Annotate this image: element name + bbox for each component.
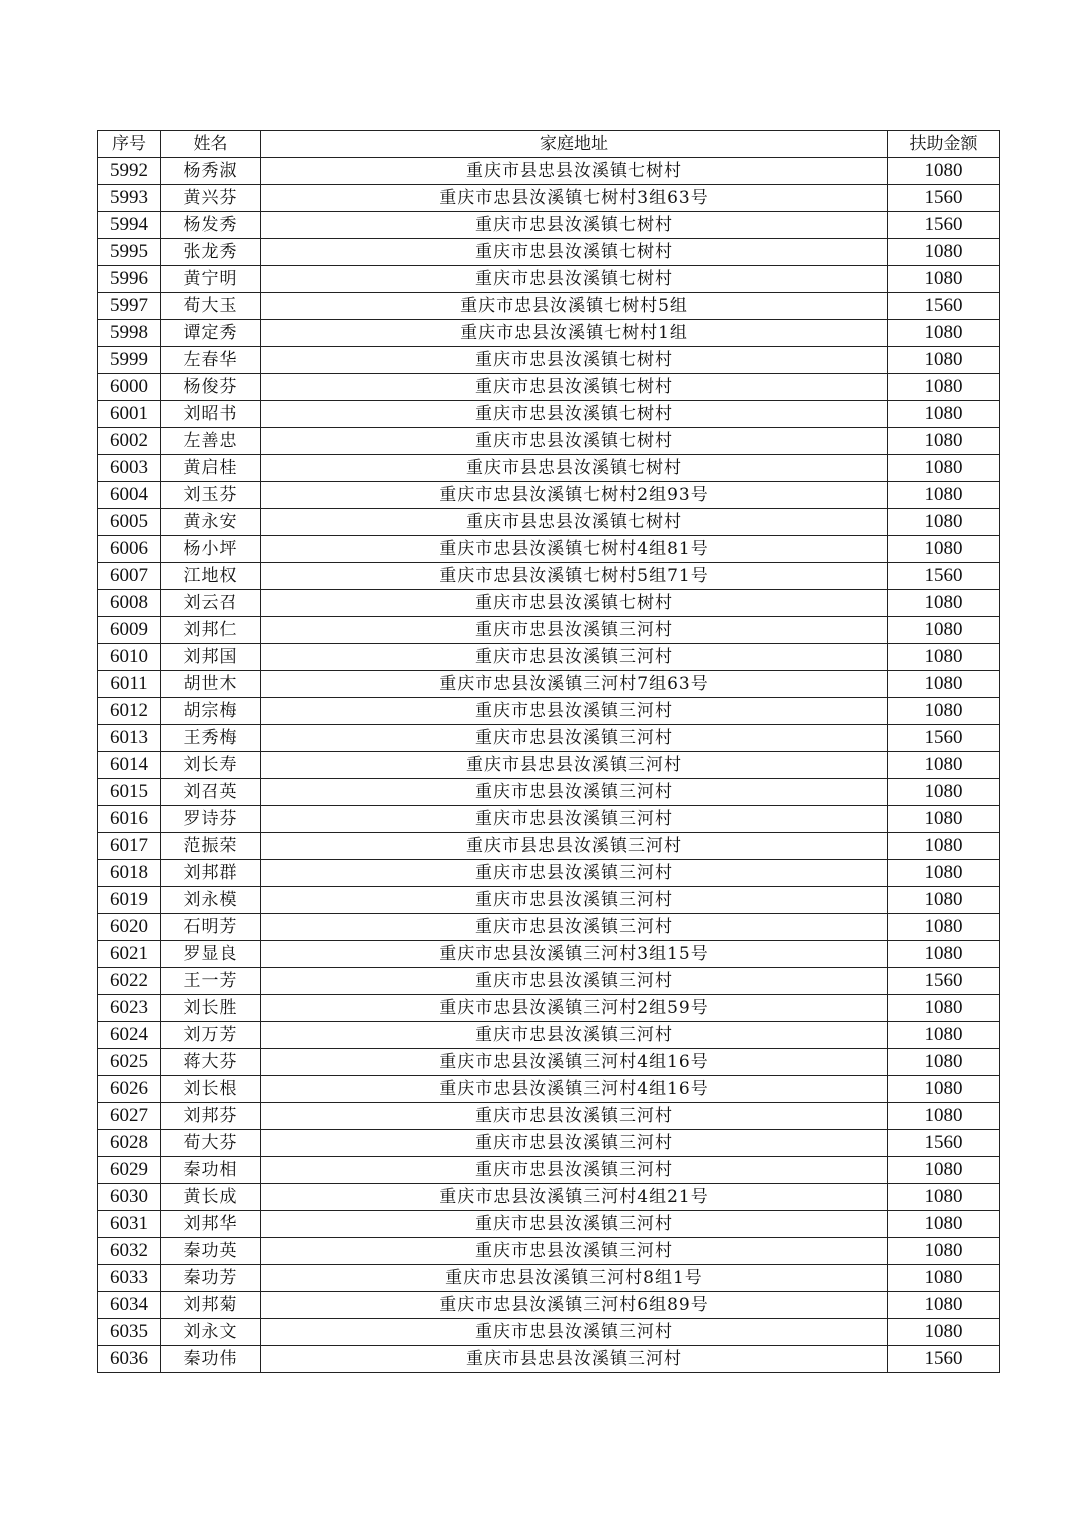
cell-home-address: 重庆市忠县汝溪镇三河村7组63号 (261, 671, 888, 698)
cell-subsidy-amount: 1080 (888, 1319, 1000, 1346)
cell-home-address: 重庆市忠县汝溪镇七树村 (261, 212, 888, 239)
cell-subsidy-amount: 1080 (888, 833, 1000, 860)
cell-name: 刘邦菊 (161, 1292, 261, 1319)
table-row (98, 1184, 1000, 1211)
cell-name: 左春华 (161, 347, 261, 374)
table-row (98, 1130, 1000, 1157)
table-row (98, 563, 1000, 590)
cell-serial-number: 5995 (98, 239, 161, 266)
table-row (98, 1211, 1000, 1238)
table-row (98, 482, 1000, 509)
cell-subsidy-amount: 1080 (888, 266, 1000, 293)
cell-name: 秦功相 (161, 1157, 261, 1184)
cell-serial-number: 5992 (98, 158, 161, 185)
table-row (98, 1292, 1000, 1319)
table-row (98, 1103, 1000, 1130)
cell-subsidy-amount: 1560 (888, 563, 1000, 590)
cell-serial-number: 6015 (98, 779, 161, 806)
cell-serial-number: 6023 (98, 995, 161, 1022)
header-subsidy-amount: 扶助金额 (888, 131, 1000, 158)
table-row (98, 1049, 1000, 1076)
cell-serial-number: 5999 (98, 347, 161, 374)
table-row (98, 212, 1000, 239)
cell-subsidy-amount: 1080 (888, 617, 1000, 644)
cell-subsidy-amount: 1080 (888, 401, 1000, 428)
cell-home-address: 重庆市忠县汝溪镇三河村 (261, 806, 888, 833)
cell-serial-number: 6005 (98, 509, 161, 536)
cell-subsidy-amount: 1080 (888, 1184, 1000, 1211)
cell-name: 范振荣 (161, 833, 261, 860)
table-row (98, 1238, 1000, 1265)
cell-name: 秦功芳 (161, 1265, 261, 1292)
cell-serial-number: 5993 (98, 185, 161, 212)
table-row (98, 1157, 1000, 1184)
cell-home-address: 重庆市忠县汝溪镇三河村 (261, 698, 888, 725)
cell-name: 刘永文 (161, 1319, 261, 1346)
cell-subsidy-amount: 1080 (888, 1076, 1000, 1103)
table-row (98, 266, 1000, 293)
cell-home-address: 重庆市忠县汝溪镇三河村2组59号 (261, 995, 888, 1022)
cell-name: 刘邦仁 (161, 617, 261, 644)
cell-home-address: 重庆市忠县汝溪镇三河村 (261, 1238, 888, 1265)
cell-serial-number: 6025 (98, 1049, 161, 1076)
cell-subsidy-amount: 1560 (888, 725, 1000, 752)
cell-subsidy-amount: 1560 (888, 968, 1000, 995)
cell-subsidy-amount: 1080 (888, 779, 1000, 806)
cell-subsidy-amount: 1080 (888, 482, 1000, 509)
cell-home-address: 重庆市忠县汝溪镇三河村4组16号 (261, 1076, 888, 1103)
table-body (98, 158, 1000, 1373)
cell-subsidy-amount: 1560 (888, 212, 1000, 239)
cell-home-address: 重庆市忠县汝溪镇三河村8组1号 (261, 1265, 888, 1292)
cell-serial-number: 5994 (98, 212, 161, 239)
cell-name: 蒋大芬 (161, 1049, 261, 1076)
cell-serial-number: 6027 (98, 1103, 161, 1130)
cell-subsidy-amount: 1080 (888, 887, 1000, 914)
cell-subsidy-amount: 1080 (888, 347, 1000, 374)
cell-home-address: 重庆市县忠县汝溪镇三河村 (261, 1346, 888, 1373)
cell-name: 张龙秀 (161, 239, 261, 266)
cell-name: 刘召英 (161, 779, 261, 806)
cell-serial-number: 6011 (98, 671, 161, 698)
cell-subsidy-amount: 1080 (888, 671, 1000, 698)
cell-home-address: 重庆市忠县汝溪镇七树村5组 (261, 293, 888, 320)
cell-serial-number: 6007 (98, 563, 161, 590)
cell-home-address: 重庆市县忠县汝溪镇三河村 (261, 833, 888, 860)
cell-serial-number: 5996 (98, 266, 161, 293)
cell-subsidy-amount: 1080 (888, 941, 1000, 968)
cell-home-address: 重庆市忠县汝溪镇三河村6组89号 (261, 1292, 888, 1319)
cell-serial-number: 6014 (98, 752, 161, 779)
cell-name: 刘永模 (161, 887, 261, 914)
cell-name: 黄长成 (161, 1184, 261, 1211)
cell-subsidy-amount: 1080 (888, 995, 1000, 1022)
cell-name: 黄启桂 (161, 455, 261, 482)
cell-subsidy-amount: 1080 (888, 455, 1000, 482)
cell-name: 刘玉芬 (161, 482, 261, 509)
cell-home-address: 重庆市忠县汝溪镇三河村4组16号 (261, 1049, 888, 1076)
cell-name: 刘长根 (161, 1076, 261, 1103)
table-row (98, 806, 1000, 833)
cell-name: 杨发秀 (161, 212, 261, 239)
cell-subsidy-amount: 1080 (888, 1103, 1000, 1130)
table-row (98, 239, 1000, 266)
table-row (98, 698, 1000, 725)
table-row (98, 860, 1000, 887)
cell-serial-number: 6003 (98, 455, 161, 482)
cell-name: 刘邦国 (161, 644, 261, 671)
table-row (98, 536, 1000, 563)
cell-name: 刘邦华 (161, 1211, 261, 1238)
cell-name: 刘云召 (161, 590, 261, 617)
cell-home-address: 重庆市忠县汝溪镇三河村 (261, 1211, 888, 1238)
cell-home-address: 重庆市忠县汝溪镇三河村 (261, 725, 888, 752)
cell-name: 杨小坪 (161, 536, 261, 563)
cell-subsidy-amount: 1080 (888, 1022, 1000, 1049)
table-row (98, 617, 1000, 644)
cell-subsidy-amount: 1560 (888, 185, 1000, 212)
table-row (98, 374, 1000, 401)
cell-name: 左善忠 (161, 428, 261, 455)
header-row (98, 131, 1000, 158)
cell-subsidy-amount: 1080 (888, 644, 1000, 671)
cell-serial-number: 6028 (98, 1130, 161, 1157)
table-row (98, 1319, 1000, 1346)
cell-subsidy-amount: 1080 (888, 1211, 1000, 1238)
cell-name: 江地权 (161, 563, 261, 590)
cell-name: 胡世木 (161, 671, 261, 698)
cell-home-address: 重庆市忠县汝溪镇七树村 (261, 347, 888, 374)
cell-home-address: 重庆市忠县汝溪镇三河村3组15号 (261, 941, 888, 968)
table-row (98, 833, 1000, 860)
cell-serial-number: 6017 (98, 833, 161, 860)
cell-name: 刘万芳 (161, 1022, 261, 1049)
cell-subsidy-amount: 1560 (888, 1346, 1000, 1373)
cell-subsidy-amount: 1080 (888, 374, 1000, 401)
cell-name: 罗诗芬 (161, 806, 261, 833)
cell-name: 秦功英 (161, 1238, 261, 1265)
cell-name: 王秀梅 (161, 725, 261, 752)
cell-subsidy-amount: 1080 (888, 320, 1000, 347)
cell-name: 胡宗梅 (161, 698, 261, 725)
cell-home-address: 重庆市忠县汝溪镇三河村 (261, 779, 888, 806)
cell-home-address: 重庆市忠县汝溪镇七树村5组71号 (261, 563, 888, 590)
cell-subsidy-amount: 1080 (888, 1265, 1000, 1292)
cell-home-address: 重庆市忠县汝溪镇七树村 (261, 374, 888, 401)
table-row (98, 401, 1000, 428)
table-row (98, 887, 1000, 914)
table-row (98, 590, 1000, 617)
cell-home-address: 重庆市县忠县汝溪镇七树村 (261, 509, 888, 536)
table-header (98, 131, 1000, 158)
table-row (98, 995, 1000, 1022)
cell-serial-number: 6033 (98, 1265, 161, 1292)
cell-name: 荀大玉 (161, 293, 261, 320)
cell-home-address: 重庆市县忠县汝溪镇三河村 (261, 752, 888, 779)
cell-serial-number: 6032 (98, 1238, 161, 1265)
cell-name: 刘邦芬 (161, 1103, 261, 1130)
cell-home-address: 重庆市县忠县汝溪镇七树村 (261, 455, 888, 482)
cell-serial-number: 5998 (98, 320, 161, 347)
cell-home-address: 重庆市忠县汝溪镇七树村2组93号 (261, 482, 888, 509)
cell-home-address: 重庆市忠县汝溪镇三河村 (261, 887, 888, 914)
cell-name: 黄兴芬 (161, 185, 261, 212)
cell-home-address: 重庆市忠县汝溪镇七树村 (261, 428, 888, 455)
cell-subsidy-amount: 1560 (888, 293, 1000, 320)
cell-subsidy-amount: 1080 (888, 1238, 1000, 1265)
table-row (98, 455, 1000, 482)
cell-subsidy-amount: 1080 (888, 590, 1000, 617)
cell-serial-number: 6013 (98, 725, 161, 752)
cell-serial-number: 6019 (98, 887, 161, 914)
cell-home-address: 重庆市忠县汝溪镇七树村4组81号 (261, 536, 888, 563)
cell-serial-number: 6036 (98, 1346, 161, 1373)
subsidy-table (97, 130, 1000, 1373)
cell-home-address: 重庆市忠县汝溪镇三河村 (261, 1103, 888, 1130)
cell-subsidy-amount: 1080 (888, 158, 1000, 185)
cell-serial-number: 6010 (98, 644, 161, 671)
cell-name: 荀大芬 (161, 1130, 261, 1157)
cell-subsidy-amount: 1080 (888, 1049, 1000, 1076)
table-row (98, 1265, 1000, 1292)
cell-subsidy-amount: 1080 (888, 428, 1000, 455)
cell-name: 石明芳 (161, 914, 261, 941)
cell-name: 黄宁明 (161, 266, 261, 293)
cell-subsidy-amount: 1080 (888, 752, 1000, 779)
table-row (98, 1022, 1000, 1049)
table-row (98, 158, 1000, 185)
cell-subsidy-amount: 1080 (888, 509, 1000, 536)
cell-name: 谭定秀 (161, 320, 261, 347)
cell-serial-number: 6031 (98, 1211, 161, 1238)
table-row (98, 644, 1000, 671)
cell-name: 黄永安 (161, 509, 261, 536)
cell-home-address: 重庆市忠县汝溪镇三河村4组21号 (261, 1184, 888, 1211)
cell-home-address: 重庆市忠县汝溪镇三河村 (261, 968, 888, 995)
table-row (98, 347, 1000, 374)
table-row (98, 968, 1000, 995)
cell-home-address: 重庆市忠县汝溪镇七树村3组63号 (261, 185, 888, 212)
cell-subsidy-amount: 1080 (888, 1157, 1000, 1184)
cell-home-address: 重庆市忠县汝溪镇三河村 (261, 1319, 888, 1346)
cell-serial-number: 6020 (98, 914, 161, 941)
cell-serial-number: 6034 (98, 1292, 161, 1319)
cell-subsidy-amount: 1080 (888, 914, 1000, 941)
cell-subsidy-amount: 1080 (888, 1292, 1000, 1319)
cell-subsidy-amount: 1080 (888, 536, 1000, 563)
cell-name: 刘长胜 (161, 995, 261, 1022)
cell-serial-number: 6026 (98, 1076, 161, 1103)
table-row (98, 725, 1000, 752)
cell-serial-number: 6022 (98, 968, 161, 995)
table-row (98, 671, 1000, 698)
cell-home-address: 重庆市忠县汝溪镇七树村 (261, 239, 888, 266)
cell-name: 杨俊芬 (161, 374, 261, 401)
cell-home-address: 重庆市忠县汝溪镇三河村 (261, 1157, 888, 1184)
cell-serial-number: 6000 (98, 374, 161, 401)
cell-serial-number: 6009 (98, 617, 161, 644)
cell-serial-number: 6012 (98, 698, 161, 725)
cell-serial-number: 6029 (98, 1157, 161, 1184)
cell-serial-number: 6002 (98, 428, 161, 455)
header-name: 姓名 (161, 131, 261, 158)
table-row (98, 752, 1000, 779)
cell-serial-number: 6024 (98, 1022, 161, 1049)
cell-name: 刘邦群 (161, 860, 261, 887)
cell-home-address: 重庆市忠县汝溪镇七树村 (261, 590, 888, 617)
cell-subsidy-amount: 1560 (888, 1130, 1000, 1157)
table-row (98, 320, 1000, 347)
cell-serial-number: 6021 (98, 941, 161, 968)
cell-home-address: 重庆市县忠县汝溪镇七树村 (261, 158, 888, 185)
table-row (98, 428, 1000, 455)
header-serial-number: 序号 (98, 131, 161, 158)
cell-name: 秦功伟 (161, 1346, 261, 1373)
table-row (98, 914, 1000, 941)
cell-home-address: 重庆市忠县汝溪镇三河村 (261, 914, 888, 941)
cell-home-address: 重庆市忠县汝溪镇三河村 (261, 860, 888, 887)
cell-home-address: 重庆市忠县汝溪镇三河村 (261, 1130, 888, 1157)
cell-home-address: 重庆市忠县汝溪镇三河村 (261, 644, 888, 671)
cell-name: 刘长寿 (161, 752, 261, 779)
cell-subsidy-amount: 1080 (888, 806, 1000, 833)
table-row (98, 185, 1000, 212)
cell-serial-number: 6001 (98, 401, 161, 428)
cell-name: 罗显良 (161, 941, 261, 968)
cell-serial-number: 6035 (98, 1319, 161, 1346)
cell-serial-number: 6030 (98, 1184, 161, 1211)
cell-home-address: 重庆市忠县汝溪镇三河村 (261, 617, 888, 644)
cell-home-address: 重庆市忠县汝溪镇三河村 (261, 1022, 888, 1049)
table-row (98, 779, 1000, 806)
cell-name: 王一芳 (161, 968, 261, 995)
table-row (98, 509, 1000, 536)
header-home-address: 家庭地址 (261, 131, 888, 158)
cell-name: 刘昭书 (161, 401, 261, 428)
cell-home-address: 重庆市忠县汝溪镇七树村1组 (261, 320, 888, 347)
cell-serial-number: 6018 (98, 860, 161, 887)
cell-serial-number: 5997 (98, 293, 161, 320)
cell-subsidy-amount: 1080 (888, 860, 1000, 887)
cell-subsidy-amount: 1080 (888, 239, 1000, 266)
cell-serial-number: 6016 (98, 806, 161, 833)
cell-serial-number: 6008 (98, 590, 161, 617)
table-row (98, 941, 1000, 968)
cell-name: 杨秀淑 (161, 158, 261, 185)
cell-subsidy-amount: 1080 (888, 698, 1000, 725)
cell-home-address: 重庆市忠县汝溪镇七树村 (261, 401, 888, 428)
table-row (98, 1346, 1000, 1373)
cell-home-address: 重庆市忠县汝溪镇七树村 (261, 266, 888, 293)
cell-serial-number: 6004 (98, 482, 161, 509)
table-row (98, 1076, 1000, 1103)
cell-serial-number: 6006 (98, 536, 161, 563)
table-row (98, 293, 1000, 320)
